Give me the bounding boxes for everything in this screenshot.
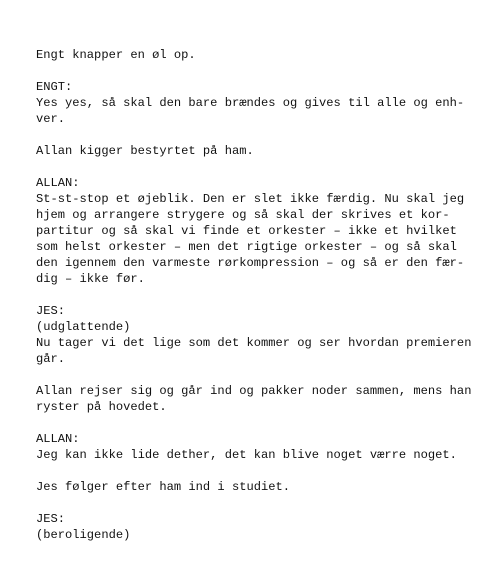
dialogue-line: hjem og arrangere strygere og så skal der skrives et kor- [36,208,450,222]
block-spacer [36,127,476,143]
dialogue-block [36,447,476,463]
block-spacer [36,287,476,303]
dialogue-line: St-st-stop et øjeblik. Den er slet ikke færdig. Nu skal jeg [36,192,465,206]
action-block [36,479,476,495]
character-block [36,79,476,95]
action-line: Allan kigger bestyrtet på ham. [36,144,254,158]
character-block [36,431,476,447]
action-line: Allan rejser sig og går ind og pakker noder sammen, mens han [36,384,472,398]
parenthetical-line: (udglattende) [36,320,131,334]
parenthetical-block [36,319,476,335]
dialogue-block [36,335,476,367]
block-spacer [36,415,476,431]
block-spacer [36,159,476,175]
dialogue-line: Nu tager vi det lige som det kommer og ser hvordan premieren [36,336,472,350]
action-line: Jes følger efter ham ind i studiet. [36,480,291,494]
action-line: ryster på hovedet. [36,400,167,414]
dialogue-line: Jeg kan ikke lide dether, det kan blive noget værre noget. [36,448,457,462]
dialogue-block [36,191,476,287]
character-block [36,175,476,191]
character-name: ENGT: [36,80,73,94]
character-block [36,303,476,319]
dialogue-line: ver. [36,112,66,126]
block-spacer [36,495,476,511]
action-block [36,143,476,159]
dialogue-block [36,95,476,127]
action-block [36,47,476,63]
character-name: JES: [36,512,66,526]
character-name: ALLAN: [36,176,80,190]
parenthetical-line: (beroligende) [36,528,131,542]
block-spacer [36,463,476,479]
action-line: Engt knapper en øl op. [36,48,196,62]
character-name: ALLAN: [36,432,80,446]
character-name: JES: [36,304,66,318]
dialogue-line: den igennem den varmeste rørkompression – og så er den fær- [36,256,465,270]
parenthetical-block [36,527,476,543]
action-block [36,383,476,415]
dialogue-line: som helst orkester – men det rigtige orkester – og så skal [36,240,457,254]
screenplay-page [36,47,476,543]
dialogue-line: Yes yes, så skal den bare brændes og gives til alle og enh- [36,96,465,110]
dialogue-line: dig – ikke før. [36,272,145,286]
character-block [36,511,476,527]
dialogue-line: går. [36,352,66,366]
dialogue-line: partitur og så skal vi finde et orkester – ikke et hvilket [36,224,457,238]
block-spacer [36,367,476,383]
block-spacer [36,63,476,79]
